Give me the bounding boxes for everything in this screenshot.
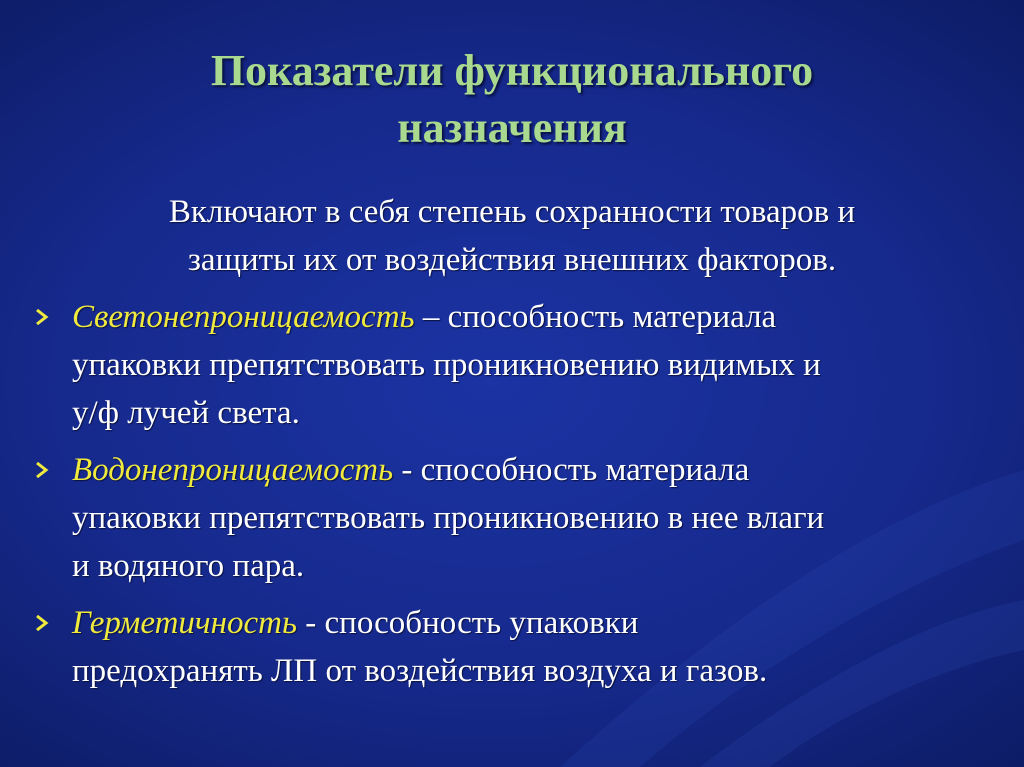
bullet-separator: - xyxy=(393,452,421,488)
intro-line-1: Включают в себя степень сохранности товаров и xyxy=(168,194,856,230)
bullet-item xyxy=(34,599,994,695)
bullet-desc-line: предохранять ЛП от воздействия воздуха и газов. xyxy=(72,653,768,689)
chevron-right-icon xyxy=(34,615,50,631)
bullet-desc-line: способность упаковки xyxy=(324,605,639,641)
bullet-item xyxy=(34,446,994,590)
bullet-desc-line: упаковки препятствовать проникновению видимых и xyxy=(72,347,821,383)
bullet-separator: – xyxy=(414,299,448,335)
bullet-desc-line: у/ф лучей света. xyxy=(72,395,300,431)
title-line-2: назначения xyxy=(397,103,627,152)
bullet-item xyxy=(34,293,994,437)
slide-title xyxy=(0,42,1024,156)
bullet-desc-line: способность материала xyxy=(420,452,750,488)
chevron-right-icon xyxy=(34,462,50,478)
bullet-term: Светонепроницаемость xyxy=(72,299,415,335)
intro-line-2: защиты их от воздействия внешних факторов. xyxy=(187,242,837,278)
bullet-separator: - xyxy=(297,605,325,641)
title-line-1: Показатели функционального xyxy=(210,46,814,95)
bullet-desc-line: и водяного пара. xyxy=(72,548,305,584)
bullet-term: Водонепроницаемость xyxy=(72,452,394,488)
bullet-list xyxy=(34,293,994,704)
bullet-term: Герметичность xyxy=(72,605,298,641)
chevron-right-icon xyxy=(34,309,50,325)
intro-text xyxy=(60,188,964,284)
bullet-desc-line: способность материала xyxy=(447,299,777,335)
bullet-desc-line: упаковки препятствовать проникновению в нее влаги xyxy=(72,500,825,536)
